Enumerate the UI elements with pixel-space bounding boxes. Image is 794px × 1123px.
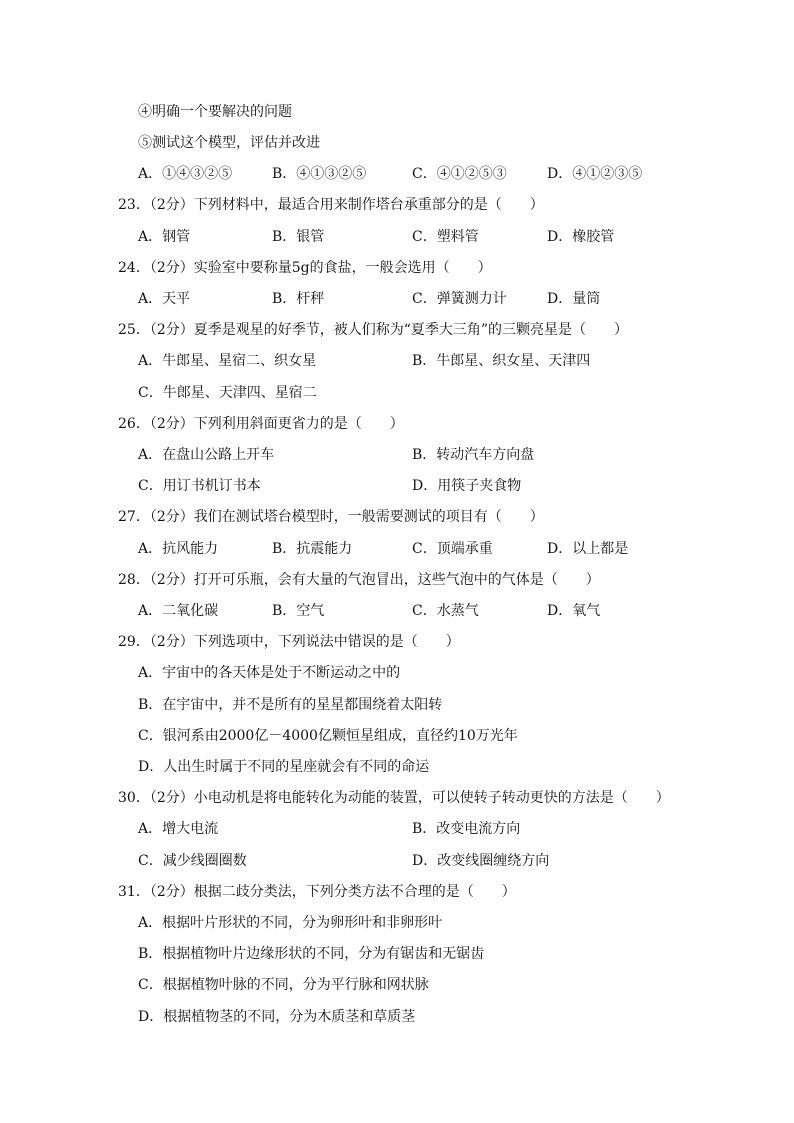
option-d[interactable]: D．橡胶管 [547, 229, 615, 245]
question-28-options [0, 601, 794, 621]
intro-step-5: ⑤测试这个模型，评估并改进 [138, 135, 320, 151]
question-25-stem: 25．（2分）夏季是观星的好季节，被人们称为“夏季大三角”的三颗亮星是（ ） [118, 322, 629, 338]
question-30-stem: 30．（2分）小电动机是将电能转化为动能的装置，可以使转子转动更快的方法是（ ） [118, 790, 670, 806]
question-24-stem: 24．（2分）实验室中要称量5g的食盐，一般会选用（ ） [118, 260, 492, 276]
question-28-stem: 28．（2分）打开可乐瓶，会有大量的气泡冒出，这些气泡中的气体是（ ） [118, 572, 600, 588]
option-a[interactable]: A．在盘山公路上开车 [138, 447, 275, 463]
option-c[interactable]: C．银河系由2000亿－4000亿颗恒星组成，直径约10万光年 [138, 728, 518, 744]
question-25-options-row1 [0, 351, 794, 371]
question-31-stem: 31．（2分）根据二歧分类法，下列分类方法不合理的是（ ） [118, 884, 516, 900]
option-a[interactable]: A．宇宙中的各天体是处于不断运动之中的 [138, 665, 401, 681]
question-29-stem: 29．（2分）下列选项中，下列说法中错误的是（ ） [118, 634, 460, 650]
option-d[interactable]: D．量筒 [547, 291, 601, 307]
option-c[interactable]: C．根据植物叶脉的不同，分为平行脉和网状脉 [138, 977, 429, 993]
option-b[interactable]: B．在宇宙中，并不是所有的星星都围绕着太阳转 [138, 697, 443, 713]
option-a[interactable]: A．牛郎星、星宿二、织女星 [138, 353, 317, 369]
option-c[interactable]: C．用订书机订书本 [138, 478, 261, 494]
option-b[interactable]: B．改变电流方向 [412, 821, 521, 837]
question-30-options-row1 [0, 819, 794, 839]
question-26-options-row1 [0, 445, 794, 465]
intro-options [0, 164, 794, 184]
option-a[interactable]: A．增大电流 [138, 821, 219, 837]
question-24-options [0, 289, 794, 309]
option-b[interactable]: B．空气 [272, 603, 325, 619]
option-d[interactable]: D．改变线圈缠绕方向 [412, 853, 550, 869]
option-d[interactable]: D．氧气 [547, 603, 601, 619]
question-26-stem: 26．（2分）下列利用斜面更省力的是（ ） [118, 416, 404, 432]
option-a[interactable]: A．二氧化碳 [138, 603, 219, 619]
option-b[interactable]: B．牛郎星、织女星、天津四 [412, 353, 591, 369]
option-b[interactable]: B．杆秤 [272, 291, 325, 307]
option-b[interactable]: B．银管 [272, 229, 325, 245]
option-c[interactable]: C．水蒸气 [412, 603, 479, 619]
option-d[interactable]: D．④①②③⑤ [547, 166, 643, 182]
option-d[interactable]: D．以上都是 [547, 541, 629, 557]
option-a[interactable]: A．①④③②⑤ [138, 166, 233, 182]
option-b[interactable]: B．根据植物叶片边缘形状的不同，分为有锯齿和无锯齿 [138, 946, 485, 962]
option-a[interactable]: A．根据叶片形状的不同，分为卵形叶和非卵形叶 [138, 915, 443, 931]
intro-step-4: ④明确一个要解决的问题 [138, 104, 292, 120]
question-26-options-row2 [0, 476, 794, 496]
question-27-options [0, 539, 794, 559]
option-c[interactable]: C．④①②⑤③ [412, 166, 507, 182]
option-d[interactable]: D．用筷子夹食物 [412, 478, 522, 494]
option-b[interactable]: B．转动汽车方向盘 [412, 447, 535, 463]
option-c[interactable]: C．牛郎星、天津四、星宿二 [138, 385, 317, 401]
option-b[interactable]: B．④①③②⑤ [272, 166, 367, 182]
question-23-options [0, 227, 794, 247]
question-25-options-row2 [0, 383, 794, 403]
option-c[interactable]: C．减少线圈圈数 [138, 853, 247, 869]
question-23-stem: 23．（2分）下列材料中，最适合用来制作塔台承重部分的是（ ） [118, 197, 544, 213]
option-b[interactable]: B．抗震能力 [272, 541, 353, 557]
question-27-stem: 27．（2分）我们在测试塔台模型时，一般需要测试的项目有（ ） [118, 509, 544, 525]
option-a[interactable]: A．钢管 [138, 229, 191, 245]
question-30-options-row2 [0, 851, 794, 871]
option-d[interactable]: D．根据植物茎的不同，分为木质茎和草质茎 [138, 1009, 416, 1025]
option-c[interactable]: C．塑料管 [412, 229, 479, 245]
option-d[interactable]: D．人出生时属于不同的星座就会有不同的命运 [138, 759, 430, 775]
option-c[interactable]: C．顶端承重 [412, 541, 493, 557]
option-a[interactable]: A．天平 [138, 291, 191, 307]
option-a[interactable]: A．抗风能力 [138, 541, 219, 557]
option-c[interactable]: C．弹簧测力计 [412, 291, 507, 307]
